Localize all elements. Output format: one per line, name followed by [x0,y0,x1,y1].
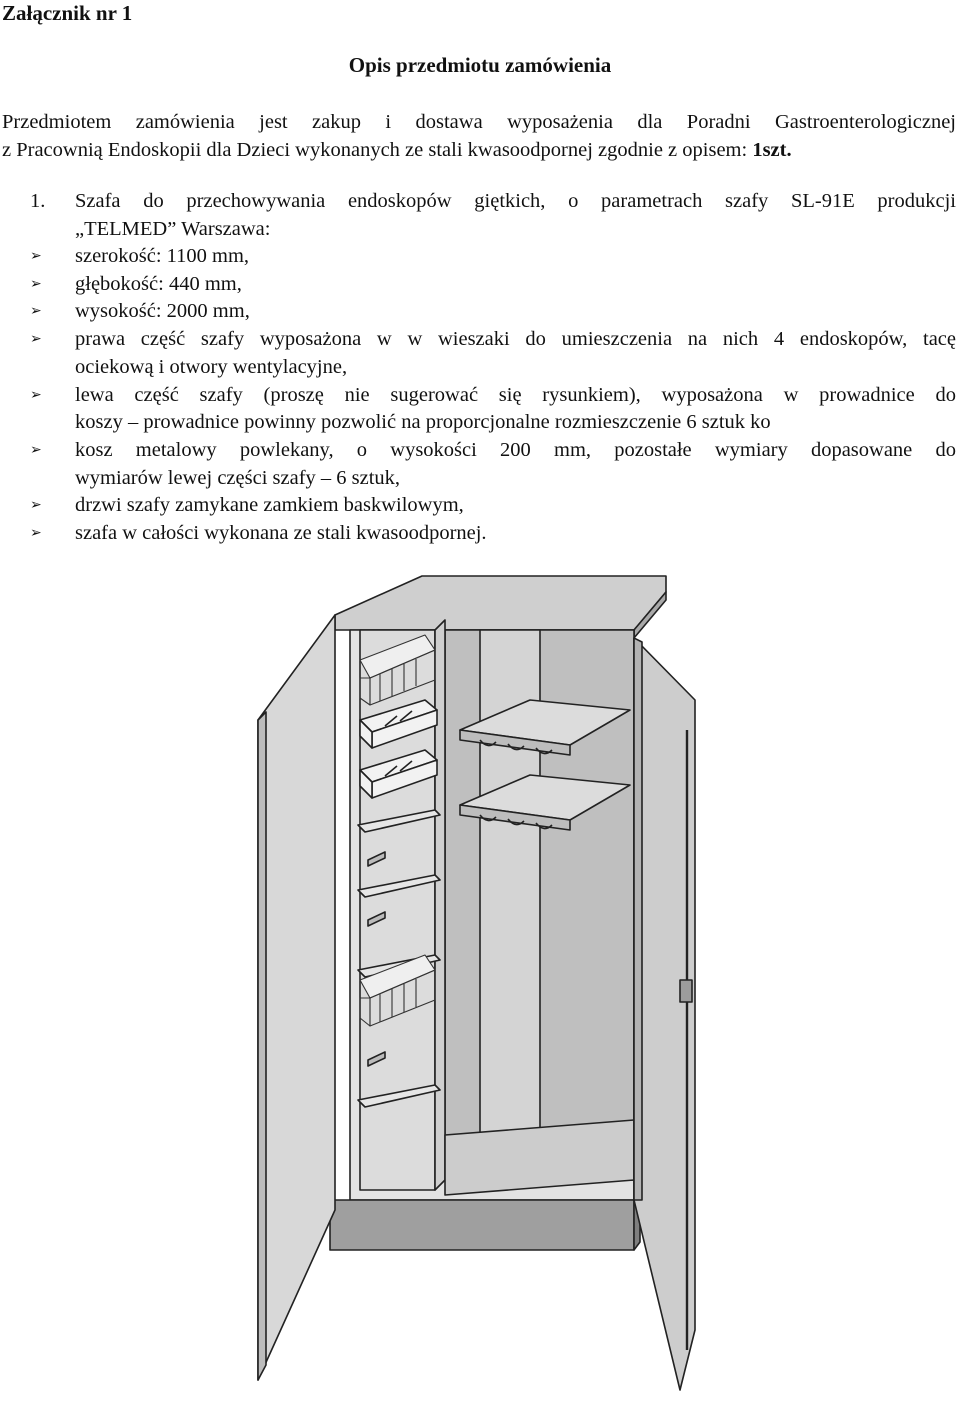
list-item [30,492,956,520]
list-item-line: lewa część szafy (proszę nie sugerować się rysunkiem), wyposażona w prowadnice do [75,383,956,406]
item-number: 1. [30,190,46,212]
item-heading [30,187,956,243]
item-heading-line-2: „TELMED” Warszawa: [75,218,271,240]
list-item [30,520,956,548]
arrowhead-bullet-icon: ➢ [30,248,42,264]
quantity-label: 1szt. [752,139,792,161]
list-item-line: drzwi szafy zamykane zamkiem baskwilowym, [75,494,464,517]
annex-label: Załącznik nr 1 [2,1,133,25]
arrowhead-bullet-icon: ➢ [30,275,42,292]
item-heading-line-1 [30,187,956,215]
list-item [30,326,956,381]
intro-paragraph [2,108,956,164]
intro-line-2-text: z Pracownią Endoskopii dla Dzieci wykonanych ze stali kwasoodpornej zgodnie z opisem: [2,139,753,161]
arrowhead-bullet-icon: ➢ [30,497,42,514]
list-item [30,298,956,326]
cabinet-illustration [240,560,720,1400]
cabinet-top [335,576,666,630]
cabinet-plinth [330,1200,634,1250]
list-item [30,243,956,271]
arrowhead-bullet-icon: ➢ [30,525,42,542]
list-item-line: głębokość: 440 mm, [75,272,242,295]
cabinet-divider [435,620,445,1190]
page-title: Opis przedmiotu zamówienia [348,53,612,77]
list-item-line: szafa w całości wykonana ze stali kwasoodpornej. [75,522,487,545]
list-item-line: wysokość: 2000 mm, [75,300,250,323]
spec-list [30,243,956,548]
list-item-line: szerokość: 1100 mm, [75,245,250,267]
list-item-line: wymiarów lewej części szafy – 6 sztuk, [75,466,401,489]
list-item-line: prawa część szafy wyposażona w w wieszaki do umieszczenia na nich 4 endoskopów, tacę [75,328,956,351]
list-item-line: koszy – prowadnice powinny pozwolić na proporcjonalne rozmieszczenie 6 sztuk ko [75,411,771,434]
arrowhead-bullet-icon: ➢ [30,331,42,348]
left-door [258,615,335,1380]
list-item-line: kosz metalowy powlekany, o wysokości 200 mm, pozostałe wymiary dopasowane do [75,438,956,461]
list-item-line: ociekową i otwory wentylacyjne, [75,355,348,378]
arrowhead-bullet-icon: ➢ [30,441,42,458]
arrowhead-bullet-icon: ➢ [30,386,42,403]
door-handle [680,980,692,1002]
item-heading-text-1: Szafa do przechowywania endoskopów giętkich, o parametrach szafy SL-91E produkcji [75,190,956,212]
list-item [30,437,956,492]
list-item [30,382,956,437]
intro-line-1: Przedmiotem zamówienia jest zakup i dostawa wyposażenia dla Poradni Gastroenterologicznej [2,111,956,133]
arrowhead-bullet-icon: ➢ [30,303,42,320]
intro-line-2 [2,136,956,164]
list-item [30,271,956,299]
